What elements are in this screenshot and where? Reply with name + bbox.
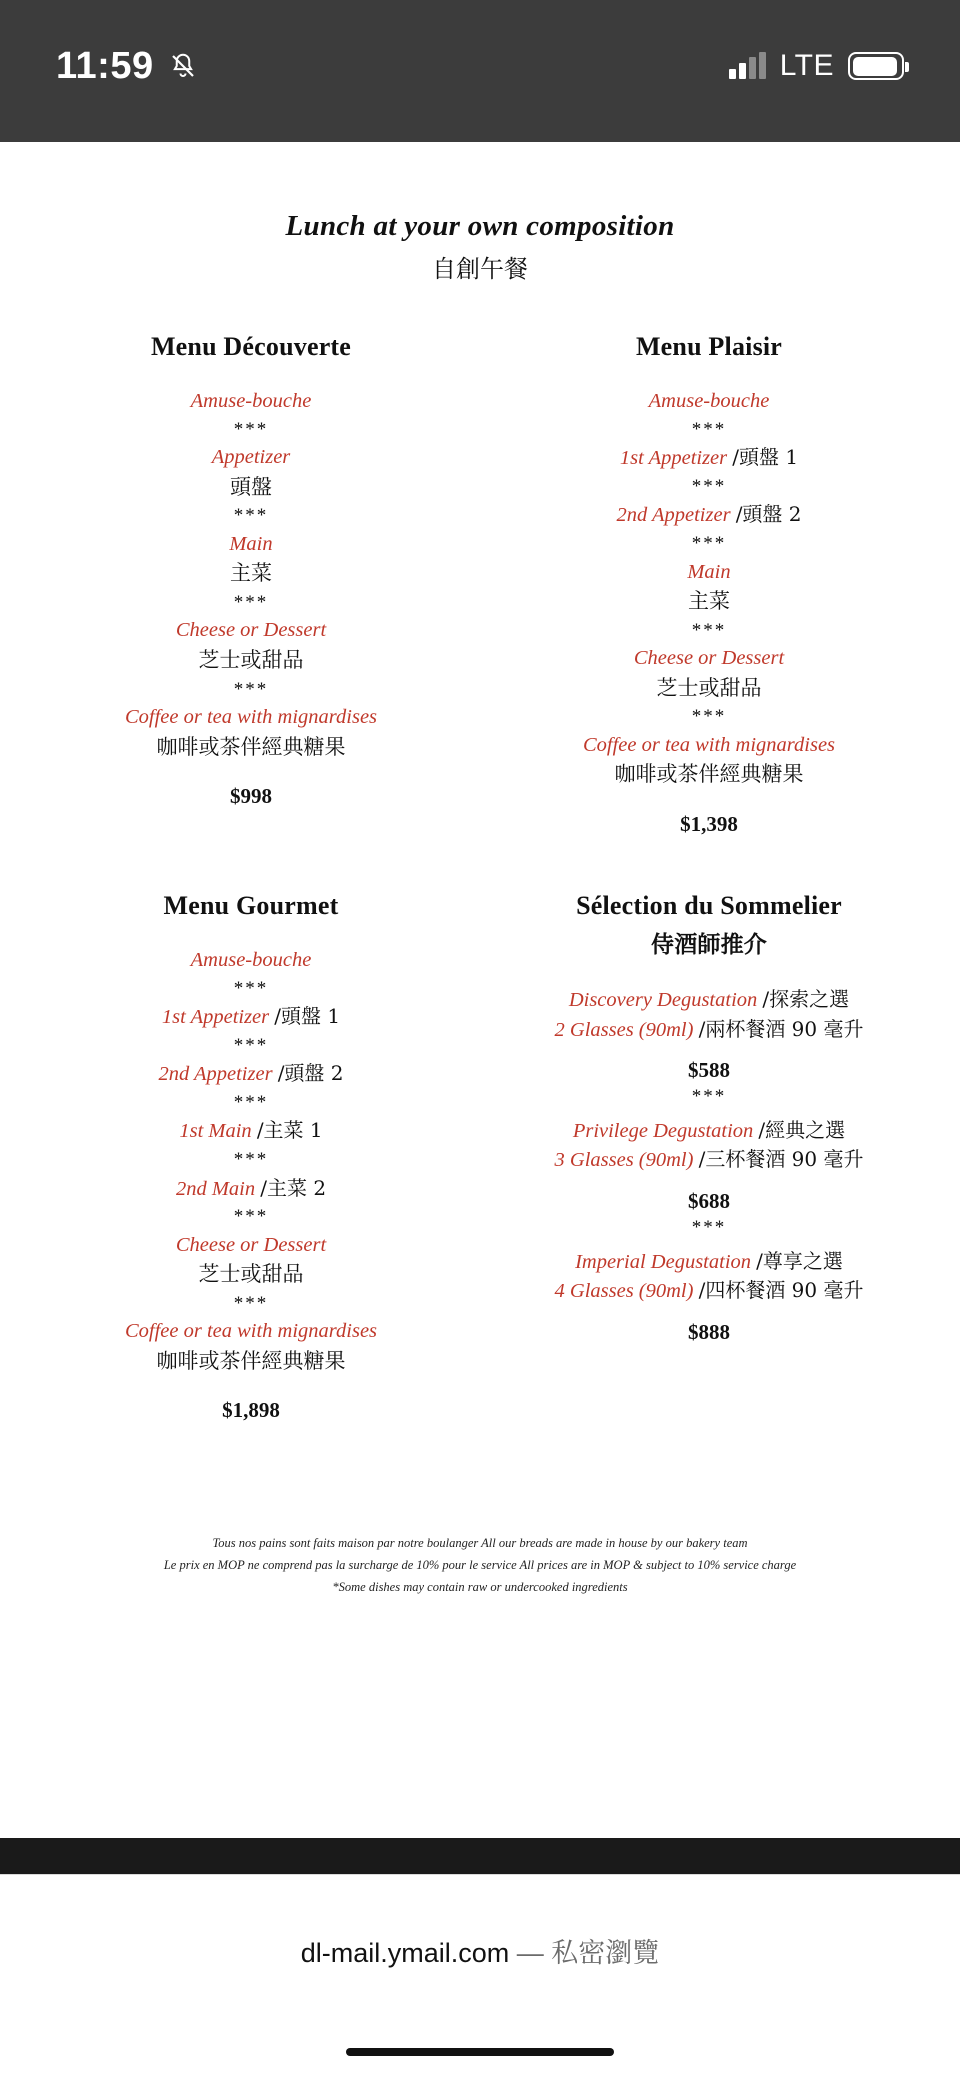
course-name-en: Coffee or tea with mignardises [124, 706, 378, 728]
course-separator: *** [691, 1086, 727, 1108]
cellular-signal-icon [729, 53, 766, 79]
course-item [32, 1003, 470, 1032]
course-separator: *** [691, 475, 727, 497]
sommelier-item [490, 985, 928, 1083]
network-type-label: LTE [779, 49, 834, 82]
course-name-zh: /頭盤 2 [735, 502, 802, 527]
course-item [490, 501, 928, 530]
footnote-line: Tous nos pains sont faits maison par notre boulanger All our breads are made in house by our bakery team [212, 1536, 748, 1551]
course-name-inline [490, 444, 928, 473]
sommelier-item-price: $588 [688, 1058, 730, 1083]
course-separator: *** [233, 1292, 269, 1314]
course-item [490, 732, 928, 790]
address-bar-separator: — [516, 1937, 544, 1968]
course-item [32, 1232, 470, 1290]
course-name-en: 2nd Main [175, 1177, 256, 1200]
menu-decouverte-courses [32, 388, 470, 809]
course-name-inline [32, 1060, 470, 1089]
menu-decouverte-title: Menu Découverte [150, 332, 352, 361]
course-name-en: Amuse-bouche [190, 390, 312, 412]
course-name-zh: 咖啡或茶伴經典糖果 [614, 762, 804, 787]
status-clock: 11:59 [56, 44, 154, 87]
course-item [490, 388, 928, 416]
course-name-inline [32, 1117, 470, 1146]
sommelier-item-name-zh: /經典之選 [758, 1117, 846, 1142]
course-item [32, 704, 470, 762]
course-item [32, 617, 470, 675]
course-item [32, 444, 470, 502]
home-indicator-area [0, 2025, 960, 2079]
sommelier-item-detail-en: 4 Glasses (90ml) [554, 1280, 694, 1303]
menu-grid-row-1 [22, 332, 938, 837]
course-name-en: Main [687, 560, 731, 583]
course-separator: *** [233, 977, 269, 999]
course-separator: *** [691, 1217, 727, 1239]
sommelier-item [490, 1247, 928, 1345]
browser-address-bar[interactable] [0, 1874, 960, 2025]
footnote-line: *Some dishes may contain raw or undercooked ingredients [332, 1580, 628, 1595]
course-name-en: Coffee or tea with mignardises [582, 733, 836, 756]
sommelier-item-detail-zh: /兩杯餐酒 90 毫升 [698, 1016, 864, 1041]
menu-plaisir-courses [490, 388, 928, 837]
sommelier-item-detail-en: 2 Glasses (90ml) [554, 1018, 694, 1041]
status-bar-left [56, 45, 198, 88]
course-name-zh: /頭盤 1 [274, 1004, 341, 1029]
sommelier-item-name-en: Privilege Degustation [572, 1119, 754, 1142]
course-name-en: Amuse-bouche [190, 948, 312, 971]
menu-gourmet [22, 891, 480, 1424]
sommelier-item-name-zh: /尊享之選 [756, 1248, 843, 1273]
course-item [32, 1060, 470, 1089]
sommelier-item-detail-zh: /三杯餐酒 90 毫升 [698, 1147, 864, 1172]
course-name-zh: /主菜 1 [256, 1118, 323, 1143]
course-item [490, 559, 928, 617]
course-item [32, 1117, 470, 1146]
course-name-en: 1st Main [179, 1120, 252, 1143]
sommelier-item-line2 [490, 1015, 928, 1045]
menu-price: $1,898 [222, 1398, 280, 1423]
sommelier-selection [480, 891, 938, 1424]
course-name-zh: 咖啡或茶伴經典糖果 [156, 1348, 346, 1373]
course-name-zh: 主菜 [688, 589, 730, 614]
course-name-en: Cheese or Dessert [175, 1233, 327, 1256]
sommelier-title [490, 891, 928, 959]
course-name-en: Cheese or Dessert [175, 619, 327, 642]
page-title-en: Lunch at your own composition [285, 210, 675, 242]
course-name-zh: 芝士或甜品 [198, 1262, 304, 1287]
course-name-zh: /頭盤 1 [732, 445, 799, 470]
course-separator: *** [691, 706, 727, 728]
sommelier-item-detail-en: 3 Glasses (90ml) [554, 1149, 694, 1172]
menu-gourmet-courses [32, 947, 470, 1424]
course-separator: *** [233, 678, 269, 700]
sommelier-item-name-en: Imperial Degustation [575, 1250, 752, 1273]
course-name-inline [32, 1003, 470, 1032]
course-name-inline [490, 501, 928, 530]
menu-gourmet-title: Menu Gourmet [163, 890, 339, 920]
course-name-en: 2nd Appetizer [158, 1063, 273, 1086]
sommelier-item-line1 [490, 1247, 928, 1277]
course-name-zh: 主菜 [230, 561, 272, 586]
course-separator: *** [691, 418, 727, 440]
course-item [32, 1318, 470, 1376]
course-name-en: Cheese or Dessert [633, 647, 785, 670]
private-browsing-label: 私密瀏覽 [551, 1937, 660, 1968]
course-name-en: 1st Appetizer [619, 447, 728, 470]
course-separator: *** [233, 1206, 269, 1228]
sommelier-item-line1 [490, 1116, 928, 1146]
sommelier-item-line2 [490, 1276, 928, 1306]
bell-muted-icon [168, 51, 198, 81]
menu-grid-row-2 [22, 891, 938, 1424]
status-bar [0, 0, 960, 142]
sommelier-item-line2 [490, 1145, 928, 1175]
address-bar-text[interactable] [301, 1931, 660, 1970]
course-name-zh: 芝士或甜品 [656, 675, 762, 700]
sommelier-items [490, 985, 928, 1345]
sommelier-title-zh: 侍酒師推介 [651, 930, 767, 958]
course-name-zh: 咖啡或茶伴經典糖果 [156, 734, 346, 759]
course-name-en: Amuse-bouche [648, 390, 770, 412]
sommelier-item-name-en: Discovery Degustation [568, 988, 758, 1011]
course-name-en: 2nd Appetizer [616, 504, 731, 527]
course-name-zh: /頭盤 2 [277, 1061, 344, 1086]
sommelier-item-detail-zh: /四杯餐酒 90 毫升 [698, 1278, 864, 1303]
course-separator: *** [233, 1034, 269, 1056]
sommelier-item-price: $688 [688, 1189, 730, 1214]
footnotes [22, 1533, 938, 1599]
course-item [32, 947, 470, 975]
course-item [490, 645, 928, 703]
course-item [32, 1175, 470, 1204]
menu-decouverte [22, 332, 480, 837]
course-separator: *** [233, 1091, 269, 1113]
sommelier-title-en: Sélection du Sommelier [576, 890, 842, 920]
menu-plaisir [480, 332, 938, 837]
menu-price: $1,398 [680, 811, 738, 836]
status-bar-right [729, 49, 904, 83]
course-separator: *** [233, 505, 269, 527]
battery-full-icon [848, 52, 904, 80]
course-name-en: Appetizer [211, 446, 291, 469]
course-separator: *** [691, 619, 727, 641]
sommelier-item-line1 [490, 985, 928, 1015]
sommelier-item-price: $888 [688, 1319, 730, 1344]
course-separator: *** [233, 418, 269, 440]
footnote-line: Le prix en MOP ne comprend pas la surcharge de 10% pour le service All prices are in MOP & subject to 10% service charge [163, 1558, 797, 1573]
address-bar-url[interactable]: dl-mail.ymail.com [300, 1937, 510, 1968]
browser-bar-top-divider [0, 1838, 960, 1874]
web-page-content [0, 142, 960, 1838]
course-name-en: 1st Appetizer [161, 1006, 270, 1029]
course-item [490, 444, 928, 473]
page-title [22, 210, 938, 284]
course-item [32, 388, 470, 416]
course-name-zh: 芝士或甜品 [198, 648, 304, 673]
course-separator: *** [233, 1149, 269, 1171]
page-title-zh: 自創午餐 [432, 255, 528, 283]
home-indicator[interactable] [346, 2048, 614, 2056]
course-item [32, 531, 470, 589]
course-separator: *** [691, 533, 727, 555]
course-separator: *** [233, 591, 269, 613]
course-name-en: Main [229, 532, 273, 555]
menu-plaisir-title: Menu Plaisir [635, 332, 783, 361]
menu-price: $998 [230, 784, 272, 809]
sommelier-item [490, 1116, 928, 1214]
sommelier-item-name-zh: /探索之選 [762, 986, 850, 1011]
course-name-inline [32, 1175, 470, 1204]
course-name-en: Coffee or tea with mignardises [124, 1320, 378, 1343]
course-name-zh: 頭盤 [230, 474, 272, 499]
course-name-zh: /主菜 2 [260, 1175, 327, 1200]
